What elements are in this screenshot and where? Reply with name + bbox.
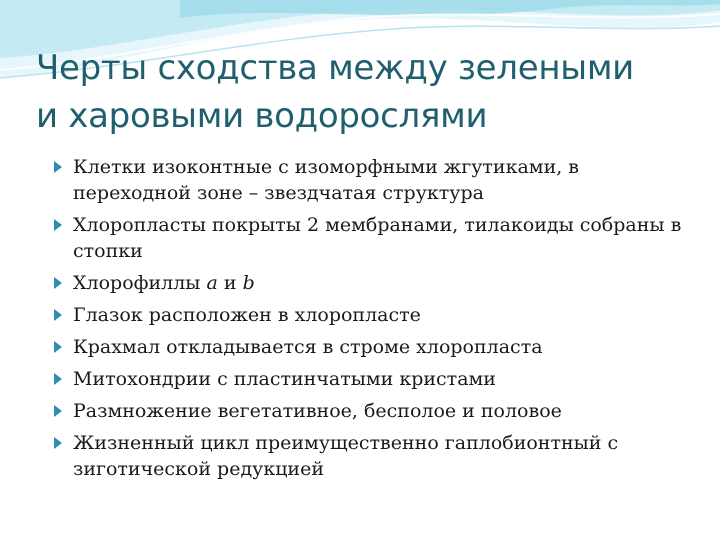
triangle-right-icon (54, 309, 62, 321)
bullet-text: Хлоропласты покрыты 2 мембранами, тилакоиды собраны в стопки (73, 214, 682, 262)
bullet-item-chloroplasts (52, 212, 692, 264)
bullet-item-reproduction (52, 398, 692, 424)
triangle-right-icon (54, 341, 62, 353)
title-line-2: и харовыми водорослями (36, 96, 488, 136)
triangle-right-icon (54, 437, 62, 449)
bullet-item-cells (52, 154, 692, 206)
chlorophyll-a: a (206, 272, 218, 294)
triangle-right-icon (54, 373, 62, 385)
bullet-item-eyespot (52, 302, 692, 328)
slide-title (36, 44, 696, 140)
bullet-text: Глазок расположен в хлоропласте (73, 304, 421, 326)
title-line-1: Черты сходства между зелеными (36, 48, 634, 88)
triangle-right-icon (54, 161, 62, 173)
bullet-text: Клетки изоконтные с изоморфными жгутиками, в переходной зоне – звездчатая структура (73, 156, 580, 204)
bullet-item-mitochondria (52, 366, 692, 392)
bullet-text-mid: и (217, 272, 243, 294)
bullet-text: Митохондрии с пластинчатыми кристами (73, 368, 496, 390)
bullet-text-pre: Хлорофиллы (73, 272, 207, 294)
triangle-right-icon (54, 219, 62, 231)
bullet-text: Жизненный цикл преимущественно гаплобионтный с зиготической редукцией (73, 432, 619, 480)
triangle-right-icon (54, 405, 62, 417)
bullet-text: Размножение вегетативное, бесполое и половое (73, 400, 562, 422)
triangle-right-icon (54, 277, 62, 289)
bullet-text: Крахмал откладывается в строме хлоропласта (73, 336, 543, 358)
chlorophyll-b: b (242, 272, 255, 294)
bullet-list (52, 154, 692, 488)
bullet-item-starch (52, 334, 692, 360)
bullet-item-chlorophylls (52, 270, 692, 296)
bullet-item-life-cycle (52, 430, 692, 482)
